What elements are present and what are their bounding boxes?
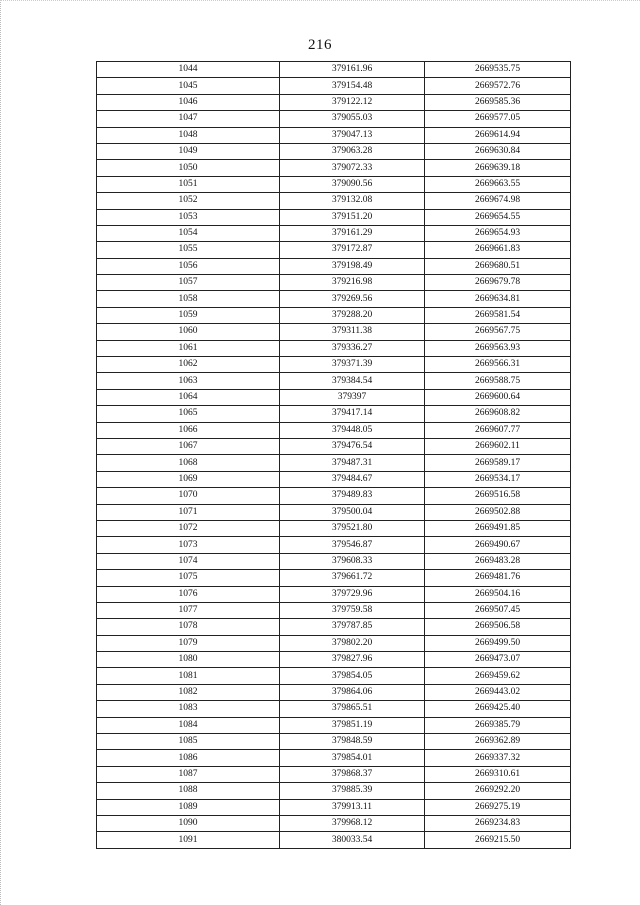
point-id-cell: 1076 (97, 586, 280, 602)
point-id-cell: 1075 (97, 570, 280, 586)
point-id-cell: 1086 (97, 750, 280, 766)
x-coordinate-cell: 379122.12 (280, 94, 425, 110)
table-row (97, 291, 571, 307)
y-coordinate-cell: 2669483.28 (425, 553, 571, 569)
table-row (97, 602, 571, 618)
y-coordinate-cell: 2669473.07 (425, 652, 571, 668)
point-id-cell: 1087 (97, 766, 280, 782)
point-id-cell: 1074 (97, 553, 280, 569)
table-row (97, 635, 571, 651)
table-row (97, 488, 571, 504)
x-coordinate-cell: 379827.96 (280, 652, 425, 668)
y-coordinate-cell: 2669337.32 (425, 750, 571, 766)
table-row (97, 684, 571, 700)
y-coordinate-cell: 2669577.05 (425, 111, 571, 127)
y-coordinate-cell: 2669654.55 (425, 209, 571, 225)
x-coordinate-cell: 379417.14 (280, 406, 425, 422)
y-coordinate-cell: 2669588.75 (425, 373, 571, 389)
table-row (97, 783, 571, 799)
x-coordinate-cell: 379484.67 (280, 471, 425, 487)
y-coordinate-cell: 2669292.20 (425, 783, 571, 799)
point-id-cell: 1044 (97, 62, 280, 78)
point-id-cell: 1079 (97, 635, 280, 651)
x-coordinate-cell: 379047.13 (280, 127, 425, 143)
x-coordinate-cell: 379487.31 (280, 455, 425, 471)
point-id-cell: 1083 (97, 701, 280, 717)
y-coordinate-cell: 2669674.98 (425, 193, 571, 209)
point-id-cell: 1082 (97, 684, 280, 700)
y-coordinate-cell: 2669507.45 (425, 602, 571, 618)
point-id-cell: 1059 (97, 307, 280, 323)
y-coordinate-cell: 2669572.76 (425, 78, 571, 94)
x-coordinate-cell: 379913.11 (280, 799, 425, 815)
table-row (97, 307, 571, 323)
x-coordinate-cell: 379500.04 (280, 504, 425, 520)
y-coordinate-cell: 2669602.11 (425, 438, 571, 454)
x-coordinate-cell: 379336.27 (280, 340, 425, 356)
table-row (97, 717, 571, 733)
x-coordinate-cell: 379854.05 (280, 668, 425, 684)
y-coordinate-cell: 2669600.64 (425, 389, 571, 405)
table-row (97, 553, 571, 569)
table-row (97, 62, 571, 78)
point-id-cell: 1047 (97, 111, 280, 127)
y-coordinate-cell: 2669608.82 (425, 406, 571, 422)
y-coordinate-cell: 2669491.85 (425, 520, 571, 536)
y-coordinate-cell: 2669614.94 (425, 127, 571, 143)
point-id-cell: 1078 (97, 619, 280, 635)
x-coordinate-cell: 379476.54 (280, 438, 425, 454)
point-id-cell: 1080 (97, 652, 280, 668)
y-coordinate-cell: 2669654.93 (425, 225, 571, 241)
table-row (97, 652, 571, 668)
y-coordinate-cell: 2669639.18 (425, 160, 571, 176)
x-coordinate-cell: 379802.20 (280, 635, 425, 651)
table-row (97, 373, 571, 389)
x-coordinate-cell: 379055.03 (280, 111, 425, 127)
table-row (97, 619, 571, 635)
point-id-cell: 1058 (97, 291, 280, 307)
table-row (97, 471, 571, 487)
x-coordinate-cell: 379090.56 (280, 176, 425, 192)
table-row (97, 111, 571, 127)
table-row (97, 734, 571, 750)
x-coordinate-cell: 379729.96 (280, 586, 425, 602)
y-coordinate-cell: 2669234.83 (425, 815, 571, 831)
scan-edge-top (0, 0, 640, 2)
table-row (97, 324, 571, 340)
table-row (97, 160, 571, 176)
x-coordinate-cell: 379311.38 (280, 324, 425, 340)
table-row (97, 225, 571, 241)
point-id-cell: 1067 (97, 438, 280, 454)
x-coordinate-cell: 379161.96 (280, 62, 425, 78)
point-id-cell: 1077 (97, 602, 280, 618)
x-coordinate-cell: 379151.20 (280, 209, 425, 225)
x-coordinate-cell: 379885.39 (280, 783, 425, 799)
table-row (97, 406, 571, 422)
point-id-cell: 1046 (97, 94, 280, 110)
y-coordinate-cell: 2669385.79 (425, 717, 571, 733)
point-id-cell: 1057 (97, 275, 280, 291)
point-id-cell: 1065 (97, 406, 280, 422)
y-coordinate-cell: 2669502.88 (425, 504, 571, 520)
coordinate-table-body (97, 62, 571, 849)
point-id-cell: 1061 (97, 340, 280, 356)
x-coordinate-cell: 379216.98 (280, 275, 425, 291)
x-coordinate-cell: 379384.54 (280, 373, 425, 389)
x-coordinate-cell: 379864.06 (280, 684, 425, 700)
point-id-cell: 1053 (97, 209, 280, 225)
x-coordinate-cell: 379968.12 (280, 815, 425, 831)
table-row (97, 520, 571, 536)
table-row (97, 340, 571, 356)
y-coordinate-cell: 2669679.78 (425, 275, 571, 291)
point-id-cell: 1072 (97, 520, 280, 536)
point-id-cell: 1091 (97, 832, 280, 848)
table-row (97, 815, 571, 831)
point-id-cell: 1052 (97, 193, 280, 209)
point-id-cell: 1089 (97, 799, 280, 815)
table-row (97, 176, 571, 192)
y-coordinate-cell: 2669663.55 (425, 176, 571, 192)
x-coordinate-cell: 379371.39 (280, 357, 425, 373)
point-id-cell: 1084 (97, 717, 280, 733)
y-coordinate-cell: 2669362.89 (425, 734, 571, 750)
y-coordinate-cell: 2669275.19 (425, 799, 571, 815)
y-coordinate-cell: 2669506.58 (425, 619, 571, 635)
x-coordinate-cell: 379759.58 (280, 602, 425, 618)
x-coordinate-cell: 379865.51 (280, 701, 425, 717)
x-coordinate-cell: 379521.80 (280, 520, 425, 536)
table-row (97, 766, 571, 782)
x-coordinate-cell: 379546.87 (280, 537, 425, 553)
point-id-cell: 1055 (97, 242, 280, 258)
scan-edge-left (0, 0, 2, 905)
point-id-cell: 1045 (97, 78, 280, 94)
y-coordinate-cell: 2669680.51 (425, 258, 571, 274)
y-coordinate-cell: 2669566.31 (425, 357, 571, 373)
y-coordinate-cell: 2669607.77 (425, 422, 571, 438)
point-id-cell: 1064 (97, 389, 280, 405)
point-id-cell: 1062 (97, 357, 280, 373)
table-row (97, 258, 571, 274)
point-id-cell: 1063 (97, 373, 280, 389)
point-id-cell: 1088 (97, 783, 280, 799)
point-id-cell: 1090 (97, 815, 280, 831)
y-coordinate-cell: 2669563.93 (425, 340, 571, 356)
table-row (97, 504, 571, 520)
x-coordinate-cell: 379854.01 (280, 750, 425, 766)
table-row (97, 570, 571, 586)
point-id-cell: 1060 (97, 324, 280, 340)
table-row (97, 143, 571, 159)
table-row (97, 209, 571, 225)
page-number: 216 (308, 37, 332, 53)
x-coordinate-cell: 379172.87 (280, 242, 425, 258)
table-row (97, 389, 571, 405)
table-row (97, 832, 571, 848)
x-coordinate-cell: 379397 (280, 389, 425, 405)
table-row (97, 357, 571, 373)
table-row (97, 668, 571, 684)
x-coordinate-cell: 379161.29 (280, 225, 425, 241)
x-coordinate-cell: 379288.20 (280, 307, 425, 323)
y-coordinate-cell: 2669581.54 (425, 307, 571, 323)
y-coordinate-cell: 2669443.02 (425, 684, 571, 700)
point-id-cell: 1050 (97, 160, 280, 176)
table-row (97, 242, 571, 258)
y-coordinate-cell: 2669516.58 (425, 488, 571, 504)
point-id-cell: 1071 (97, 504, 280, 520)
point-id-cell: 1069 (97, 471, 280, 487)
y-coordinate-cell: 2669425.40 (425, 701, 571, 717)
y-coordinate-cell: 2669630.84 (425, 143, 571, 159)
x-coordinate-cell: 379072.33 (280, 160, 425, 176)
y-coordinate-cell: 2669585.36 (425, 94, 571, 110)
y-coordinate-cell: 2669504.16 (425, 586, 571, 602)
point-id-cell: 1070 (97, 488, 280, 504)
point-id-cell: 1081 (97, 668, 280, 684)
coordinate-table (96, 61, 571, 849)
y-coordinate-cell: 2669589.17 (425, 455, 571, 471)
y-coordinate-cell: 2669459.62 (425, 668, 571, 684)
table-row (97, 275, 571, 291)
x-coordinate-cell: 379132.08 (280, 193, 425, 209)
x-coordinate-cell: 379848.59 (280, 734, 425, 750)
point-id-cell: 1068 (97, 455, 280, 471)
y-coordinate-cell: 2669634.81 (425, 291, 571, 307)
table-row (97, 438, 571, 454)
y-coordinate-cell: 2669499.50 (425, 635, 571, 651)
table-row (97, 193, 571, 209)
x-coordinate-cell: 379198.49 (280, 258, 425, 274)
x-coordinate-cell: 379154.48 (280, 78, 425, 94)
point-id-cell: 1051 (97, 176, 280, 192)
point-id-cell: 1073 (97, 537, 280, 553)
point-id-cell: 1066 (97, 422, 280, 438)
x-coordinate-cell: 379063.28 (280, 143, 425, 159)
x-coordinate-cell: 379661.72 (280, 570, 425, 586)
table-row (97, 127, 571, 143)
point-id-cell: 1085 (97, 734, 280, 750)
table-row (97, 455, 571, 471)
y-coordinate-cell: 2669535.75 (425, 62, 571, 78)
table-row (97, 586, 571, 602)
table-row (97, 750, 571, 766)
x-coordinate-cell: 379489.83 (280, 488, 425, 504)
x-coordinate-cell: 379868.37 (280, 766, 425, 782)
x-coordinate-cell: 380033.54 (280, 832, 425, 848)
y-coordinate-cell: 2669567.75 (425, 324, 571, 340)
table-row (97, 701, 571, 717)
y-coordinate-cell: 2669661.83 (425, 242, 571, 258)
y-coordinate-cell: 2669215.50 (425, 832, 571, 848)
x-coordinate-cell: 379608.33 (280, 553, 425, 569)
x-coordinate-cell: 379269.56 (280, 291, 425, 307)
table-row (97, 537, 571, 553)
y-coordinate-cell: 2669490.67 (425, 537, 571, 553)
y-coordinate-cell: 2669534.17 (425, 471, 571, 487)
table-row (97, 94, 571, 110)
table-row (97, 422, 571, 438)
x-coordinate-cell: 379787.85 (280, 619, 425, 635)
x-coordinate-cell: 379851.19 (280, 717, 425, 733)
table-row (97, 78, 571, 94)
point-id-cell: 1056 (97, 258, 280, 274)
y-coordinate-cell: 2669481.76 (425, 570, 571, 586)
point-id-cell: 1049 (97, 143, 280, 159)
table-row (97, 799, 571, 815)
point-id-cell: 1054 (97, 225, 280, 241)
y-coordinate-cell: 2669310.61 (425, 766, 571, 782)
x-coordinate-cell: 379448.05 (280, 422, 425, 438)
point-id-cell: 1048 (97, 127, 280, 143)
